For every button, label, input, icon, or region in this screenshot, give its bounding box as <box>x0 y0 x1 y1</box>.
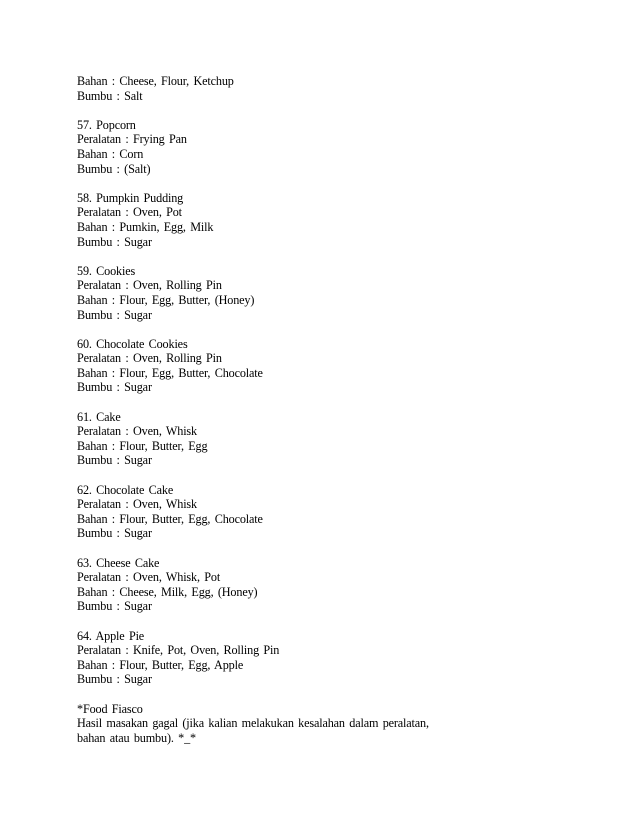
text-line: Peralatan : Oven, Rolling Pin <box>77 351 222 366</box>
recipe-title: 61. Cake <box>77 409 121 424</box>
recipe-title: 64. Apple Pie <box>77 628 145 643</box>
note-title: *Food Fiasco <box>77 701 143 716</box>
text-line: Peralatan : Oven, Whisk <box>77 424 197 439</box>
document-page <box>77 74 577 745</box>
text-line: Bumbu : Sugar <box>77 672 152 687</box>
text-line: Bahan : Flour, Butter, Egg, Chocolate <box>77 511 263 526</box>
text-line: Bumbu : Sugar <box>77 526 152 541</box>
text-line: Bahan : Cheese, Milk, Egg, (Honey) <box>77 584 258 599</box>
text-line: Peralatan : Knife, Pot, Oven, Rolling Pin <box>77 643 280 658</box>
paragraph-gap <box>77 249 577 264</box>
text-line: Bumbu : Sugar <box>77 453 152 468</box>
paragraph-gap <box>77 614 577 629</box>
paragraph-gap <box>77 541 577 556</box>
text-line: Peralatan : Oven, Whisk <box>77 497 197 512</box>
text-line: Bahan : Cheese, Flour, Ketchup <box>77 74 234 88</box>
text-line: Bumbu : Salt <box>77 88 143 103</box>
paragraph-gap <box>77 103 577 118</box>
recipe-title: 60. Chocolate Cookies <box>77 336 188 351</box>
paragraph-gap <box>77 687 577 702</box>
note-text: Hasil masakan gagal (jika kalian melakukan kesalahan dalam peralatan, <box>77 716 429 731</box>
text-line: Peralatan : Oven, Rolling Pin <box>77 278 222 293</box>
text-line: Bahan : Flour, Butter, Egg <box>77 438 208 453</box>
paragraph-gap <box>77 468 577 483</box>
text-line: Peralatan : Oven, Whisk, Pot <box>77 570 221 585</box>
text-line: Bumbu : (Salt) <box>77 161 151 176</box>
text-line: Peralatan : Frying Pan <box>77 132 187 147</box>
note-text: bahan atau bumbu). *_* <box>77 730 196 745</box>
recipe-title: 58. Pumpkin Pudding <box>77 190 184 205</box>
paragraph-gap <box>77 176 577 191</box>
text-line: Peralatan : Oven, Pot <box>77 205 182 220</box>
recipe-title: 62. Chocolate Cake <box>77 482 174 497</box>
recipe-title: 57. Popcorn <box>77 117 136 132</box>
text-line: Bahan : Flour, Egg, Butter, Chocolate <box>77 365 263 380</box>
text-line: Bumbu : Sugar <box>77 380 152 395</box>
text-line: Bumbu : Sugar <box>77 599 152 614</box>
recipe-title: 63. Cheese Cake <box>77 555 160 570</box>
text-line: Bumbu : Sugar <box>77 234 152 249</box>
text-line: Bahan : Corn <box>77 146 144 161</box>
paragraph-gap <box>77 395 577 410</box>
text-line: Bahan : Pumkin, Egg, Milk <box>77 219 214 234</box>
text-line: Bahan : Flour, Egg, Butter, (Honey) <box>77 292 255 307</box>
paragraph-gap <box>77 322 577 337</box>
recipe-title: 59. Cookies <box>77 263 136 278</box>
text-line: Bumbu : Sugar <box>77 307 152 322</box>
text-line: Bahan : Flour, Butter, Egg, Apple <box>77 657 244 672</box>
